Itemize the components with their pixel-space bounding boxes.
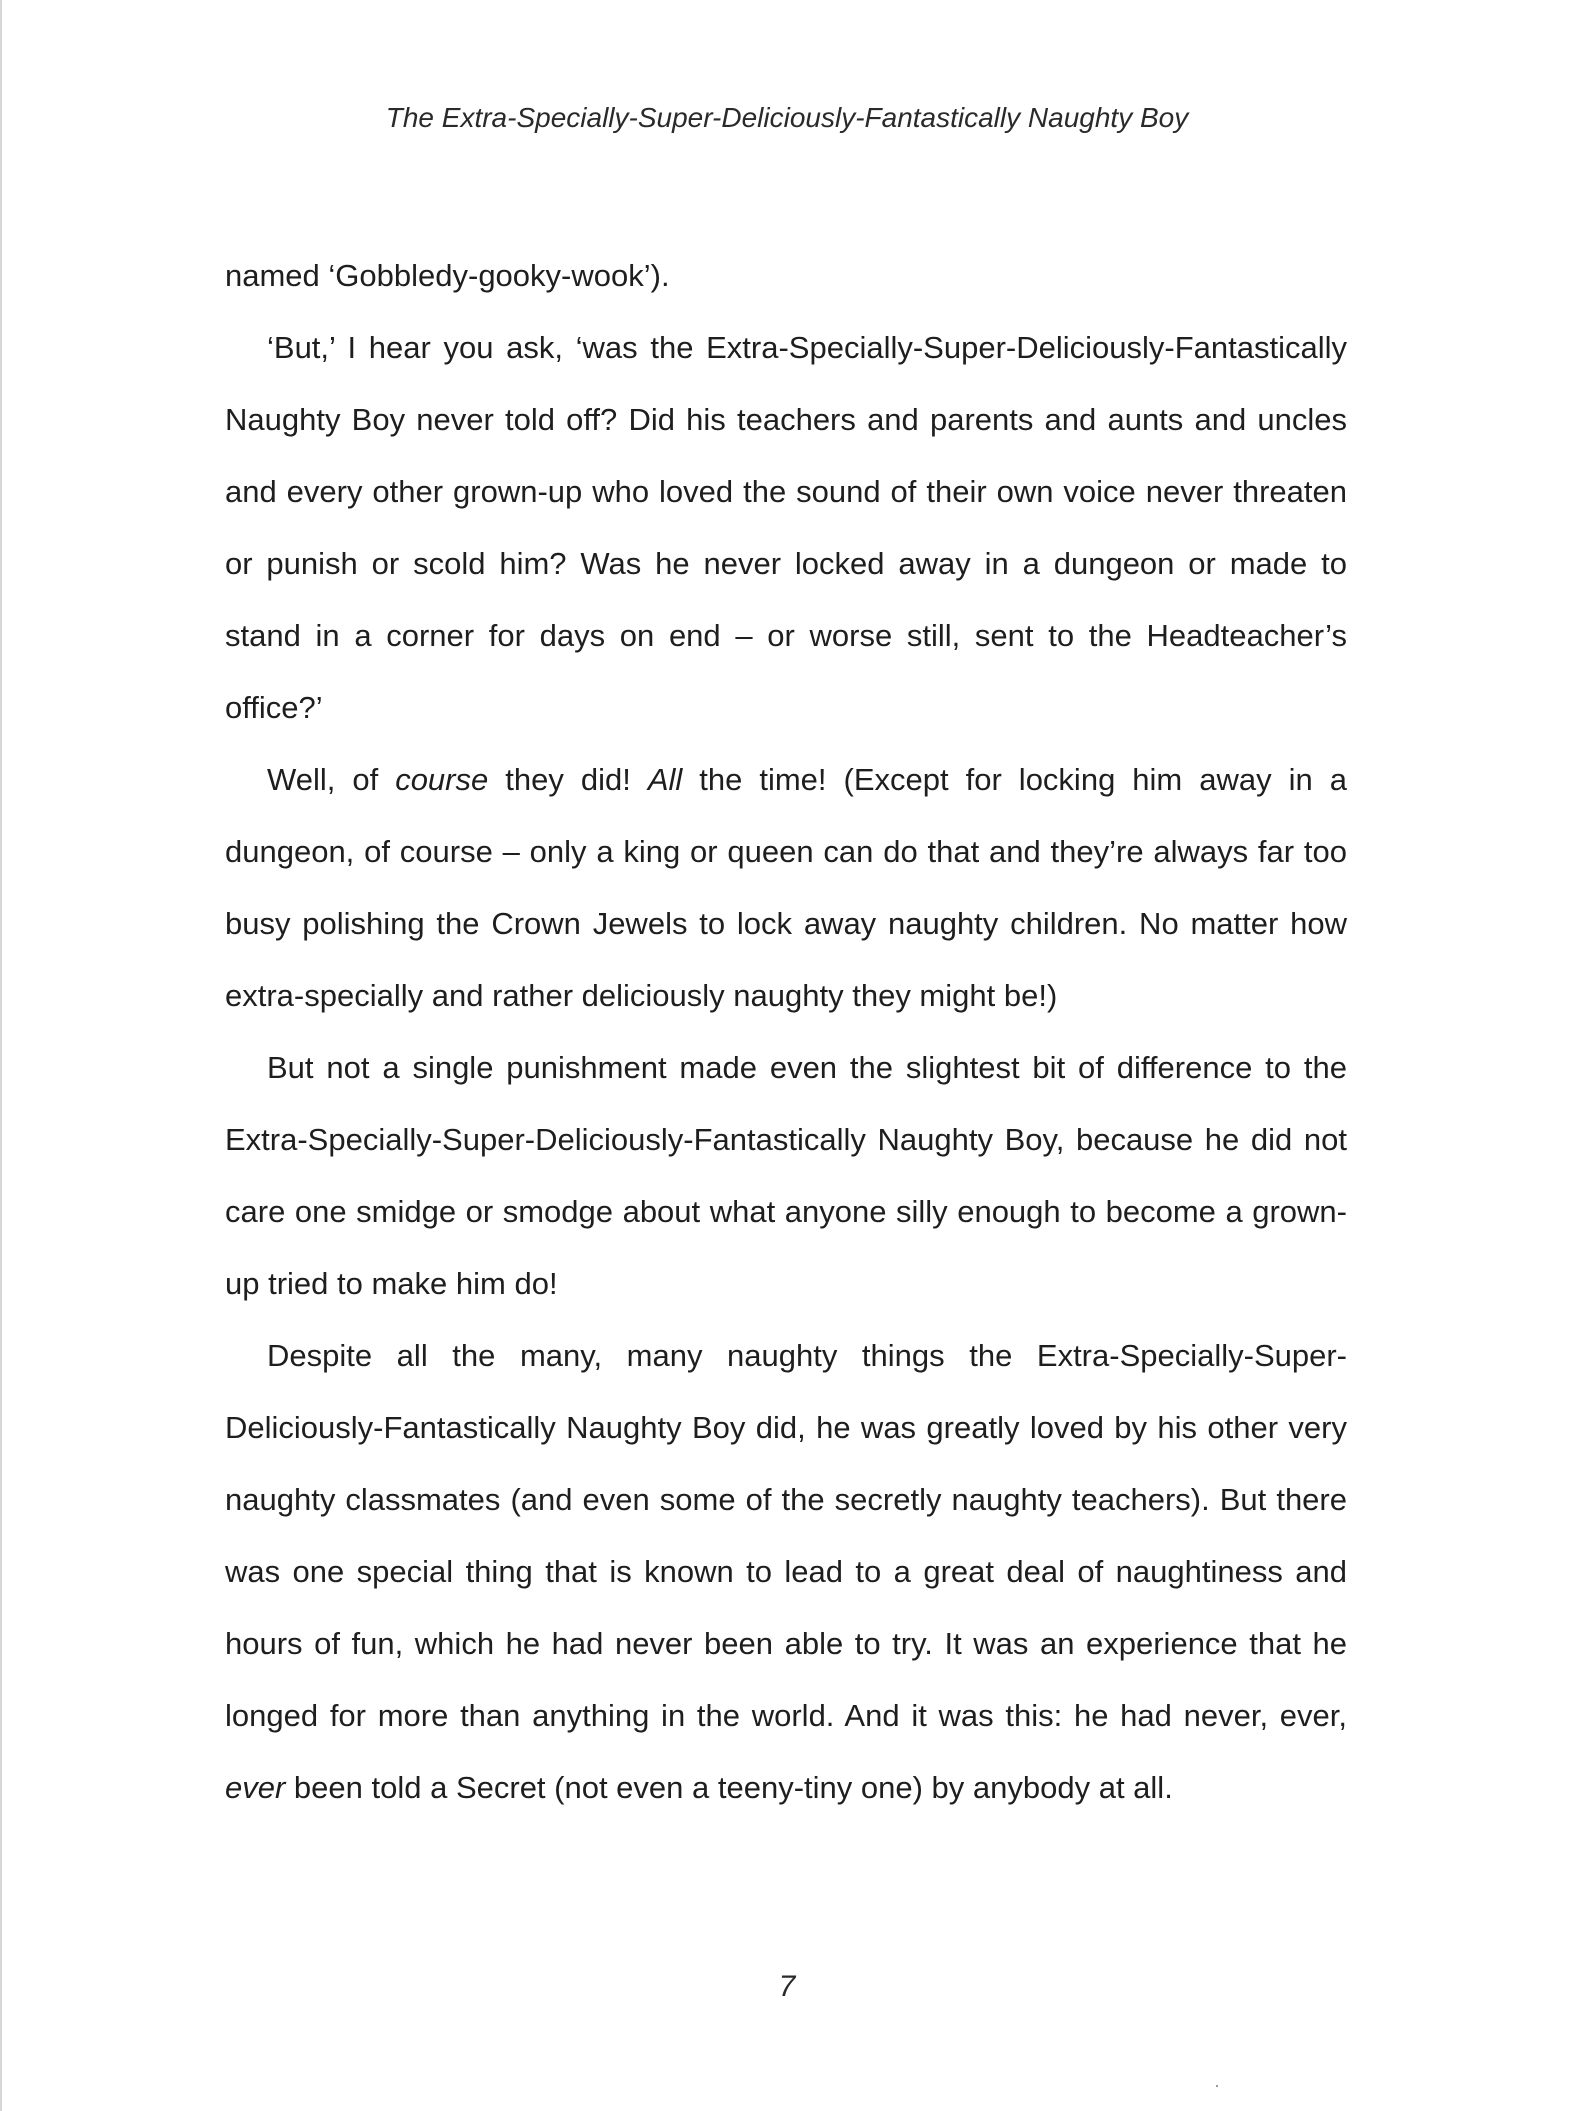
scan-speck xyxy=(1216,2085,1218,2087)
emphasis-ever: ever xyxy=(225,1770,286,1805)
paragraph-3-text-a: Well, of xyxy=(267,762,396,797)
paragraph-4: But not a single punishment made even the slightest bit of difference to the Extra-Specially-Super-Deliciously-Fantastically Naughty Boy, because he did not care one smidge or smodge about what anyone silly enough to become a grown-up tried to make him do! xyxy=(225,1050,1347,1301)
paragraph-3 xyxy=(225,744,1347,1032)
body-text xyxy=(225,240,1347,1824)
paragraph-1: named ‘Gobbledy-gooky-wook’). xyxy=(225,258,670,293)
emphasis-all: All xyxy=(647,762,683,797)
paragraph-5-text-a: Despite all the many, many naughty things the Extra-Specially-Super-Deliciously-Fantastically Naughty Boy did, he was greatly loved by his other very naughty classmates (and even some of the secretly naughty teachers). But there was one special thing that is known to lead to a great deal of naughtiness and hours of fun, which he had never been able to try. It was an experience that he longed for more than anything in the world. And it was this: he had never, ever, xyxy=(225,1338,1347,1733)
emphasis-course: course xyxy=(395,762,489,797)
page-number: 7 xyxy=(778,1970,796,2003)
paragraph-3-text-b: they did! xyxy=(488,762,648,797)
paragraph-5 xyxy=(225,1320,1347,1824)
page-edge xyxy=(0,0,2,2111)
paragraph-3-text-c: the time! (Except for locking him away in a dungeon, of course – only a king or queen can do that and they’re always far too busy polishing the Crown Jewels to lock away naughty children. No matter how extra-specially and rather deliciously naughty they might be!) xyxy=(225,762,1347,1013)
paragraph-2: ‘But,’ I hear you ask, ‘was the Extra-Specially-Super-Deliciously-Fantastically Naughty Boy never told off? Did his teachers and parents and aunts and uncles and every other grown-up who loved the sound of their own voice never threaten or punish or scold him? Was he never locked away in a dungeon or made to stand in a corner for days on end – or worse still, sent to the Headteacher’s office?’ xyxy=(225,330,1347,725)
paragraph-5-text-b: been told a Secret (not even a teeny-tiny one) by anybody at all. xyxy=(285,1770,1173,1805)
running-head: The Extra-Specially-Super-Deliciously-Fantastically Naughty Boy xyxy=(385,102,1189,133)
